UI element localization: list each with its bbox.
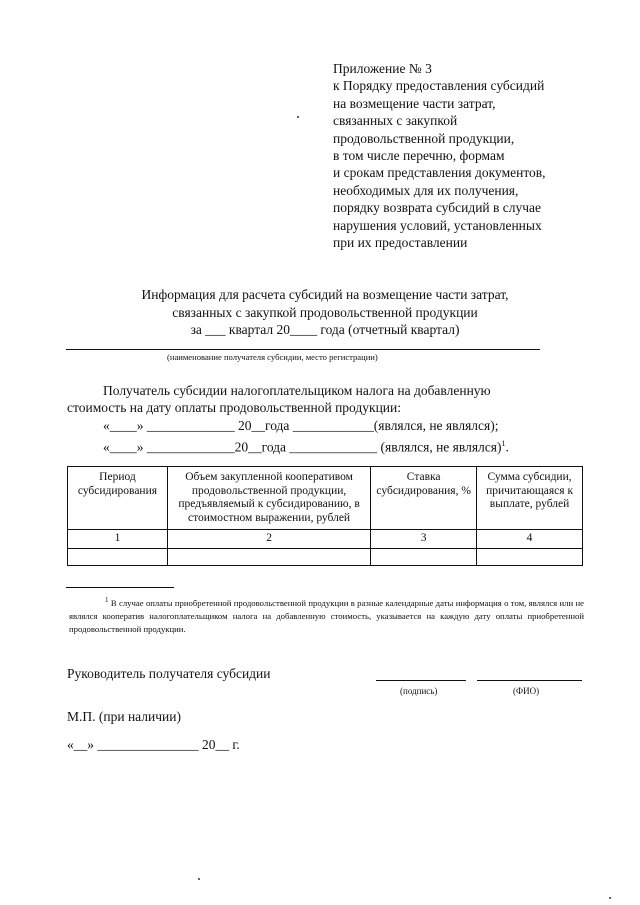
appendix-line: и срокам представления документов, bbox=[333, 165, 546, 181]
vat-line-3: «____» _____________ 20__года ____________(являлся, не являлся); bbox=[103, 418, 499, 433]
col-number: 1 bbox=[68, 530, 168, 549]
title-line-1: Информация для расчета субсидий на возмещение части затрат, bbox=[141, 287, 509, 302]
table-cell bbox=[477, 548, 583, 565]
appendix-line: в том числе перечню, формам bbox=[333, 148, 505, 164]
title-line-3: за ___ квартал 20____ года (отчетный квартал) bbox=[190, 322, 460, 337]
table-number-row bbox=[68, 530, 583, 549]
table-header-row bbox=[68, 467, 583, 530]
footnote-ref: 1 bbox=[501, 439, 506, 448]
scan-speck bbox=[198, 878, 200, 880]
stamp-label: М.П. (при наличии) bbox=[67, 709, 181, 724]
vat-line-4 bbox=[103, 435, 509, 456]
appendix-header bbox=[333, 60, 633, 251]
appendix-line: порядку возврата субсидий в случае bbox=[333, 200, 542, 216]
col-number: 2 bbox=[167, 530, 370, 549]
vat-line-1: Получатель субсидии налогоплательщиком налога на добавленную bbox=[103, 383, 491, 398]
footnote bbox=[69, 594, 584, 636]
col-number: 4 bbox=[477, 530, 583, 549]
appendix-line: Приложение № 3 bbox=[333, 61, 432, 76]
recipient-caption: (наименование получателя субсидии, место регистрации) bbox=[167, 352, 378, 362]
name-line bbox=[477, 680, 582, 681]
table-cell bbox=[371, 548, 477, 565]
vat-line-4-text: «____» _____________20__года _____________ (являлся, не являлся) bbox=[103, 439, 502, 455]
date-line: «__» _______________ 20__ г. bbox=[67, 737, 240, 752]
scan-speck bbox=[297, 116, 299, 118]
header-volume: Объем закупленной кооперативом продовольственной продукции, предъявляемый к субсидированию, в стоимостном выражении, рублей bbox=[167, 467, 370, 530]
table-cell bbox=[68, 548, 168, 565]
footnote-text: В случае оплаты приобретенной продовольственной продукции в разные календарные даты информация о том, являлся или не являлся кооператив налогоплательщиком налога на добавленную стоимость, указывается на каждую дату оплаты приобретенной продовольственной продукции. bbox=[69, 597, 584, 634]
footnote-separator bbox=[66, 587, 174, 588]
header-rate: Ставка субсидирования, % bbox=[371, 467, 477, 530]
header-period: Период субсидирования bbox=[68, 467, 168, 530]
appendix-line: к Порядку предоставления субсидий bbox=[333, 78, 545, 94]
scan-speck bbox=[609, 897, 611, 899]
signature-caption: (подпись) bbox=[400, 686, 438, 696]
appendix-line: необходимых для их получения, bbox=[333, 182, 519, 198]
document-title bbox=[60, 286, 590, 339]
appendix-line: продовольственной продукции, bbox=[333, 130, 515, 146]
appendix-line: при их предоставлении bbox=[333, 235, 468, 251]
appendix-line: нарушения условий, установленных bbox=[333, 217, 542, 233]
table-cell bbox=[167, 548, 370, 565]
footnote-mark: 1 bbox=[105, 596, 109, 604]
signature-head-label: Руководитель получателя субсидии bbox=[67, 666, 271, 681]
header-amount: Сумма субсидии, причитающаяся к выплате, рублей bbox=[477, 467, 583, 530]
name-caption: (ФИО) bbox=[513, 686, 540, 696]
appendix-line: на возмещение части затрат, bbox=[333, 95, 496, 111]
vat-line-2: стоимость на дату оплаты продовольственной продукции: bbox=[67, 400, 402, 415]
appendix-line: связанных с закупкой bbox=[333, 113, 458, 129]
title-line-2: связанных с закупкой продовольственной продукции bbox=[172, 304, 478, 320]
table-row bbox=[68, 548, 583, 565]
recipient-name-line bbox=[66, 349, 540, 350]
vat-line-4-end: . bbox=[505, 439, 509, 455]
col-number: 3 bbox=[371, 530, 477, 549]
subsidy-table bbox=[67, 466, 583, 566]
signature-line bbox=[376, 680, 466, 681]
